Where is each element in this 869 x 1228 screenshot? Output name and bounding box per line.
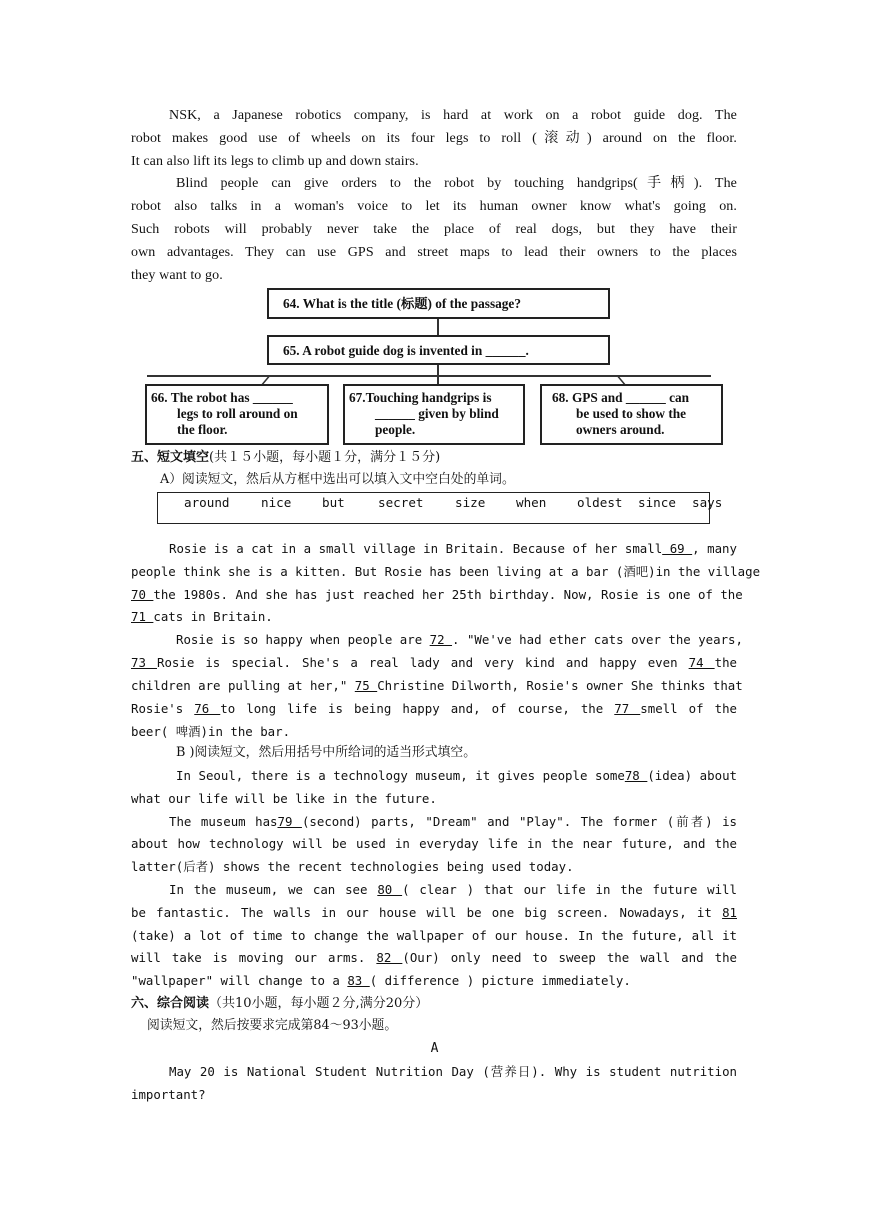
text-segment: "wallpaper" will change to a [131,973,348,988]
section5-partB-instruction: B )阅读短文，然后用括号中所给词的适当形式填空。 [176,745,476,760]
word-bank-item: nice [261,495,292,510]
word-bank-item: oldest [577,495,623,510]
word-bank-item: says [692,495,723,510]
text-segment: Rosie is special. She's a real lady and very kind and happy even [156,655,689,670]
text-segment: the [714,655,737,670]
passageB-line [131,859,737,875]
flowchart-box-q66 [145,384,329,445]
flowchart-box-line: people. [375,422,416,437]
passageB-line [131,882,737,898]
text-segment: The museum has [169,814,278,829]
flowchart-box-line: the floor. [177,422,228,437]
passageA-line [131,587,743,603]
blank-83: 83 [347,973,370,988]
flowchart-box-line: 68. GPS and ______ can [552,390,690,405]
text-segment: (take) a lot of time to change the wallpaper of our house. In the future, all it [131,928,737,943]
flowchart-box-q67 [343,384,525,445]
blank-73: 73 [131,655,157,670]
text-segment: (idea) about [647,768,737,783]
passageB-line [131,791,737,807]
passageA-line [131,632,743,648]
passage1-line: It can also lift its legs to climb up and down stairs. [131,154,419,169]
section5-title: 五、短文填空 [131,450,210,465]
flowchart-box-line: legs to roll around on [177,406,298,421]
flowchart-box-line: ______ given by blind [375,406,499,421]
passage1-line: robot also talks in a woman's voice to let its human owner know what's going on. [131,199,737,214]
flowchart-box-line: 66. The robot has ______ [151,390,293,405]
passage1-line: NSK, a Japanese robotics company, is hard at work on a robot guide dog. The [169,108,737,123]
text-segment: ( clear ) that our life in the future will [402,882,737,897]
flowchart-connector [437,376,439,384]
passageA-line [131,564,761,580]
passage1-line: they want to go. [131,268,223,283]
passageA-line [131,724,737,740]
passage1-line: robot makes good use of wheels on its four legs to roll (滚动) around on the floor. [131,131,737,146]
blank-80: 80 [377,882,403,897]
passageA-line [131,678,743,694]
text-segment: be fantastic. The walls in our house will be one big screen. Nowadays, it [131,905,723,920]
text-segment: , many [692,541,737,556]
passageB-line [131,973,737,989]
section6-passage-line: May 20 is National Student Nutrition Day (营养日). Why is student nutrition [169,1064,737,1079]
blank-76: 76 [194,701,221,716]
word-bank-box [157,492,710,524]
section6-title: 六、综合阅读 [131,996,210,1011]
text-segment: people think she is a kitten. But Rosie has been living at a bar (酒吧)in the village [131,564,761,579]
flowchart-box-line: owners around. [576,422,665,437]
text-segment: beer( 啤酒)in the bar. [131,724,291,739]
blank-75: 75 [354,678,378,693]
text-segment: will take is moving our arms. [131,950,377,965]
passageB-line [131,905,737,921]
passageA-line [131,609,737,625]
text-segment: (Our) only need to sweep the wall and the [402,950,737,965]
text-segment: children are pulling at her," [131,678,355,693]
blank-78: 78 [624,768,648,783]
flowchart-box-q64: 64. What is the title (标题) of the passage? [267,288,610,319]
section5-info: (共１５小题，每小题１分，满分１５分) [209,450,441,465]
section6-part-label: A [430,1041,439,1056]
passageB-line [131,928,737,944]
flowchart-connector [147,375,711,377]
word-bank-item: since [638,495,676,510]
blank-71: 71 [131,609,154,624]
text-segment: cats in Britain. [153,609,273,624]
text-segment: what our life will be like in the future. [131,791,437,806]
blank-72: 72 [429,632,453,647]
section5-heading [131,450,440,466]
section6-passage-line: important? [131,1087,206,1102]
word-bank-item: when [516,495,547,510]
flowchart-connector [437,319,439,335]
text-segment: about how technology will be used in everyday life in the near future, and the [131,836,737,851]
text-segment: smell of the [640,701,737,716]
text-segment: the 1980s. And she has just reached her 25th birthday. Now, Rosie is one of the [153,587,743,602]
word-bank-item: around [184,495,230,510]
text-segment: to long life is being happy and, of course, the [220,701,615,716]
flowchart-box-q68 [540,384,723,445]
passage1-line: Blind people can give orders to the robot by touching handgrips(手柄). The [176,176,737,191]
passageB-line [131,836,737,852]
section6-info: （共10小题，每小题２分,满分20分） [209,996,429,1011]
word-bank-item: secret [378,495,424,510]
word-bank-item: but [322,495,345,510]
passage1-line: Such robots will probably never take the place of real dogs, but they have their [131,222,737,237]
passageA-line [131,701,737,717]
text-segment: In the museum, we can see [169,882,378,897]
flowchart-connector [262,376,270,384]
section6-instruction: 阅读短文，然后按要求完成第84～93小题。 [147,1018,398,1033]
section6-heading [131,996,428,1012]
text-segment: (second) parts, "Dream" and "Play". The former (前者) is [301,814,737,829]
blank-74: 74 [688,655,715,670]
word-bank-item: size [455,495,486,510]
passageB-line [131,814,737,830]
text-segment: latter(后者) shows the recent technologies being used today. [131,859,574,874]
passage1-line: own advantages. They can use GPS and street maps to lead their owners to the places [131,245,737,260]
blank-77: 77 [614,701,641,716]
passageB-line [131,768,737,784]
text-segment: ( difference ) picture immediately. [369,973,631,988]
text-segment: Christine Dilworth, Rosie's owner She thinks that [377,678,743,693]
flowchart-box-line: be used to show the [576,406,687,421]
passageB-line [131,950,737,966]
blank-82: 82 [376,950,403,965]
blank-70: 70 [131,587,154,602]
blank-81: 81 [722,905,737,920]
blank-79: 79 [277,814,302,829]
flowchart-box-line: 67.Touching handgrips is [349,390,492,405]
section5-partA-instruction: A）阅读短文，然后从方框中选出可以填入文中空白处的单词。 [160,472,515,487]
text-segment: Rosie is so happy when people are [176,632,430,647]
flowchart-box-q65: 65. A robot guide dog is invented in ______. [267,335,610,365]
text-segment: Rosie is a cat in a small village in Britain. Because of her small [169,541,663,556]
text-segment: . "We've had ether cats over the years, [452,632,743,647]
text-segment: Rosie's [131,701,195,716]
flowchart-connector [617,376,625,384]
text-segment: In Seoul, there is a technology museum, it gives people some [176,768,625,783]
passageA-line [131,541,737,557]
blank-69: 69 [662,541,693,556]
passageA-line [131,655,737,671]
